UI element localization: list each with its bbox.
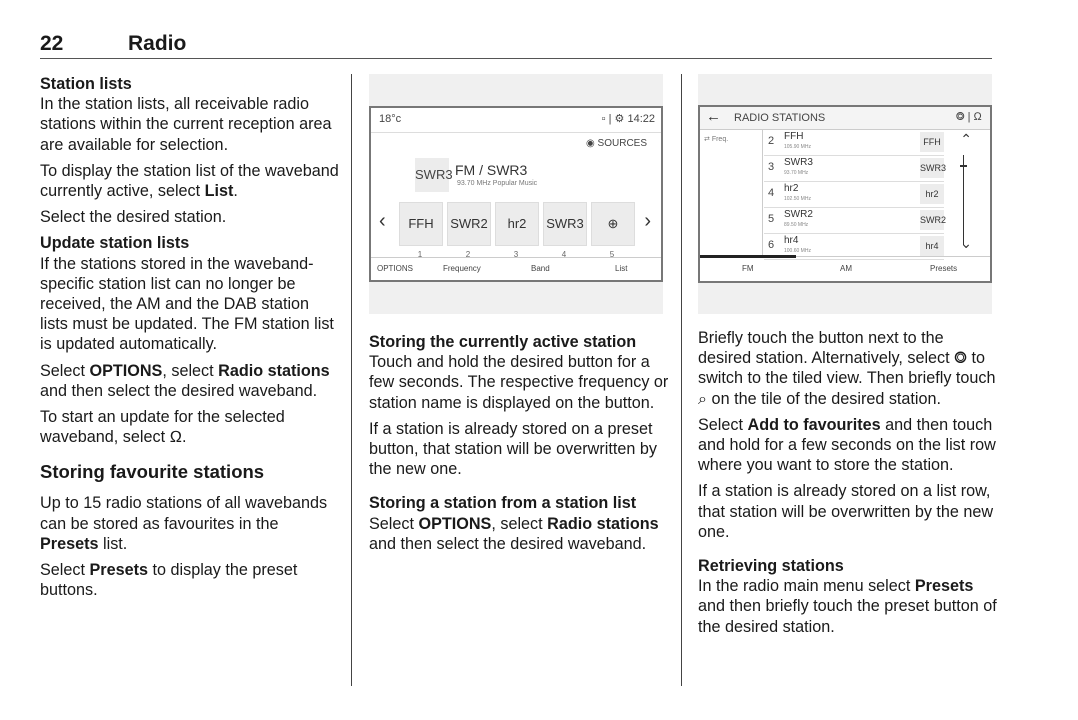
paragraph: Briefly touch the button next to the desired station. Alternatively, select ⭗ to switch to the tiled view. Then briefly touch ⌕ on the tile of the desired station. (698, 329, 996, 408)
heading-storing-from-list: Storing a station from a station list (369, 494, 637, 513)
tiled-view-icon[interactable]: ⭗ (955, 111, 965, 123)
favourite-button[interactable]: SWR2 (920, 210, 944, 230)
paragraph: Select OPTIONS, select Radio stations and then select the desired waveband. (369, 514, 659, 553)
paragraph: To display the station list of the waveband currently active, select List. (40, 161, 339, 201)
sort-panel (700, 129, 763, 257)
station-row[interactable]: 2 FFH 105.90 MHz FFH (764, 129, 944, 156)
paragraph: If a station is already stored on a list row, that station will be overwritten by the new one. (698, 482, 994, 541)
paragraph: To start an update for the selected waveband, select Ω. (40, 408, 285, 447)
column-divider (681, 74, 682, 686)
paragraph: Select Presets to display the preset buttons. (40, 561, 298, 600)
preset-number: 3 (513, 250, 519, 259)
paragraph: Select OPTIONS, select Radio stations and then select the desired waveband. (40, 361, 330, 400)
heading-station-lists: Station lists (40, 75, 132, 93)
status-bar: 18°c ▫ | ⚙ 14:22 (371, 108, 661, 133)
page-header (40, 30, 992, 59)
screen-title: RADIO STATIONS (734, 112, 826, 124)
refresh-icon[interactable]: Ω (973, 111, 982, 123)
bottom-menu (371, 257, 661, 280)
list-button[interactable]: List (615, 264, 628, 273)
paragraph: Select the desired station. (40, 208, 227, 227)
band-button[interactable]: Band (531, 264, 550, 273)
column-2 (369, 332, 669, 560)
heading-update-station-lists: Update station lists (40, 234, 190, 253)
preset-number: 1 (417, 250, 423, 259)
tab-fm[interactable]: FM (742, 264, 754, 273)
tab-am[interactable]: AM (840, 264, 852, 273)
sources-button[interactable]: ◉ SOURCES (586, 138, 647, 149)
station-row[interactable]: 6 hr4 100.60 MHz hr4 (764, 233, 944, 260)
scroll-up-icon[interactable]: ⌃ (960, 131, 972, 147)
scroll-down-icon[interactable]: ⌄ (960, 235, 972, 251)
preset-button[interactable]: SWR2 (447, 202, 491, 246)
chevron-left-icon[interactable]: ‹ (379, 210, 386, 232)
favourite-button[interactable]: SWR3 (920, 158, 944, 178)
sort-by-frequency[interactable]: ⇄ Freq. (704, 136, 729, 143)
column-divider (351, 74, 352, 686)
preset-number: 4 (561, 250, 567, 259)
frequency-button[interactable]: Frequency (443, 264, 481, 273)
paragraph: In the radio main menu select Presets and then briefly touch the preset button of the desired station. (698, 577, 997, 636)
options-button[interactable]: OPTIONS (377, 264, 414, 273)
radio-stations-screen (698, 105, 992, 283)
tab-presets[interactable]: Presets (930, 264, 958, 273)
station-frequency: 93.70 MHz Popular Music (457, 180, 538, 187)
band-tabs (700, 256, 990, 281)
page-number: 22 (40, 32, 64, 55)
heading-retrieving-stations: Retrieving stations (698, 557, 844, 576)
paragraph: Select Add to favourites and then touch and hold for a few seconds on the list row where you want to store the station. (698, 415, 996, 475)
column-3 (698, 328, 998, 643)
preset-button[interactable]: hr2 (495, 202, 539, 246)
temperature: 18°c (379, 113, 402, 125)
heading-storing-favourites: Storing favourite stations (40, 461, 265, 483)
station-row[interactable]: 3 SWR3 93.70 MHz SWR3 (764, 155, 944, 182)
clock: 14:22 (627, 113, 655, 125)
favourite-button[interactable]: FFH (920, 132, 944, 152)
preset-number: 2 (465, 250, 471, 259)
preset-button[interactable]: FFH (399, 202, 443, 246)
chevron-right-icon[interactable]: › (644, 210, 651, 232)
scrollbar[interactable] (963, 155, 964, 245)
paragraph: If a station is already stored on a preset button, that station will be overwritten by the new one. (369, 419, 657, 479)
back-arrow-icon[interactable]: ← (706, 108, 721, 125)
phone-icon: ▫ (601, 113, 606, 125)
favourite-button[interactable]: hr4 (920, 236, 944, 256)
radio-stations-screenshot (698, 74, 992, 314)
paragraph: Up to 15 radio stations of all wavebands can be stored as favourites in the Presets list. (40, 494, 328, 553)
title-bar: ← RADIO STATIONS ⭗ | Ω (700, 107, 990, 130)
station-row[interactable]: 5 SWR2 89.50 MHz SWR2 (764, 207, 944, 234)
preset-number: 5 (609, 250, 615, 259)
station-row[interactable]: 4 hr2 102.50 MHz hr2 (764, 181, 944, 208)
heading-storing-active-station: Storing the currently active station (369, 333, 637, 351)
gear-icon: ⚙ (614, 113, 625, 125)
active-tab-indicator (700, 255, 796, 258)
station-name: FM / SWR3 (455, 162, 528, 178)
preset-button[interactable]: SWR3 (543, 202, 587, 246)
paragraph: If the stations stored in the waveband-specific station list can no longer be received, the AM and the DAB station lists must be updated. The FM station list is updated automatically. (40, 254, 334, 354)
scrollbar-thumb[interactable] (960, 165, 967, 167)
favourite-button[interactable]: hr2 (920, 184, 944, 204)
radio-main-screenshot (369, 74, 663, 314)
add-preset-button[interactable]: ⊕ (591, 202, 635, 246)
station-logo: SWR3 (415, 158, 449, 192)
paragraph: In the station lists, all receivable radio stations within the current reception area are available for selection. (40, 95, 332, 154)
radio-screen (369, 106, 663, 282)
paragraph: Touch and hold the desired button for a few seconds. The respective frequency or station name is displayed on the button. (369, 353, 669, 412)
column-1 (40, 74, 340, 606)
chapter-title: Radio (128, 32, 187, 55)
